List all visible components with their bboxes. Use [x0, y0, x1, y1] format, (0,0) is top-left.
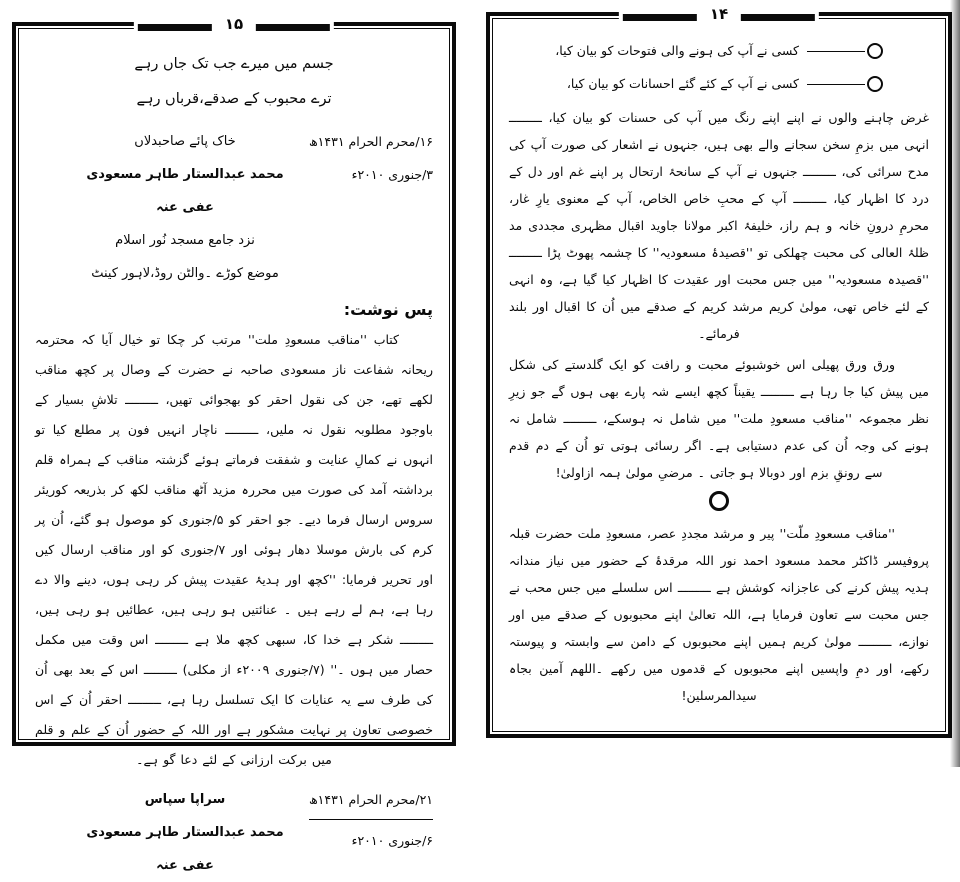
signature-epithet: سراپا سپاس	[144, 792, 226, 807]
ring-bullet-icon	[867, 43, 883, 59]
ring-ornament-icon	[709, 491, 729, 511]
signature-address-line: نزد جامع مسجد نُور اسلام	[115, 233, 255, 248]
page-14-content	[492, 18, 946, 732]
poetry-line: جسم میں میرے جب تک جاں رہے	[134, 56, 334, 72]
poetry-line: ترے محبوب کے صدقے،قرباں رہے	[136, 91, 332, 107]
page-number-bar-icon	[623, 14, 697, 21]
page-number-bar-icon	[741, 14, 815, 21]
body-paragraph: ورق ورق پھیلی اس خوشبوئے محبت و رافت کو ایک گلدستے کی شکل میں پیش کیا جا رہا ہے ـــــــــ یقیناً کچھ ایسے شہ پارے بھی ہوں گے جو زیرِ نظر مجموعہ ''مناقب مسعودِ ملت'' میں شامل نہ ہوسکے، ـــــــــ شامل نہ ہونے کی وجہ اُن کی عدم دستیابی ہے۔ اگر رسائی ہوتی تو اُن کے دم قدم سے رونقِ بزم اور دوبالا ہو جاتی ۔ مرضیِ مولیٰ ہمہ ازاولیٰ!	[509, 357, 929, 480]
page-15-content	[18, 28, 450, 873]
page-number-bar-icon	[138, 24, 212, 31]
signature-address-line: موضع کوڑے ۔والٹن روڈ،لاہور کینٹ	[91, 266, 279, 281]
bullet-dash-icon	[807, 51, 865, 52]
body-paragraph: غرض چاہنے والوں نے اپنے اپنے رنگ میں آپ کی حسنات کو بیان کیا، ـــــــــ انہی میں بزمِ سخن سجانے والے بھی ہیں، جنہوں نے اشعار کی صورت آپ کی مدح سرائی کی، ـــــــــ جنہوں نے آپ کے سانحۂ ارتحال پر اپنے غم اور دل کے درد کا اظہار کیا، ـــــــــ آپ کے محبِ خاص الخاص، آپ کے معنوی یارِ غار، محرمِ درونِ خانہ و ہم راز، خلیفۂ اکبر مولانا جاوید اقبال مظہری مجددی مد ظلۂ العالی کی محبت چھلکی تو ''قصیدۂ مسعودیہ'' کا چشمہ پھوٹ پڑا ـــــــــ ''قصیدہ مسعودیہ'' میں جس محبت اور عقیدت کا اظہار کیا گیا ہے، وہ انہی کے لئے خاص تھی، مولیٰ کریم مرشد کریم کے صدقے میں اُن کا اقبال اور بلند فرمائے۔	[509, 110, 929, 341]
scan-edge-shadow	[950, 0, 960, 767]
body-paragraph: ''مناقب مسعودِ ملّت'' پیر و مرشد مجددِ عصر، مسعودِ ملت حضرت قبلہ پروفیسر ڈاکٹر محمد مسعود احمد نور اللہ مرقدۂ کے حضور میں نیاز مندانہ ہدیہ پیش کرنے کی عاجزانہ کوشش ہے ـــــــــ اس سلسلے میں جس محب نے جس محبت سے تعاون فرمایا ہے، اللہ تعالیٰ اپنے محبوبوں کے صدقے میں اور نوازے، ـــــــــ مولیٰ کریم ہمیں اپنے محبوبوں کے دامن سے وابستہ و پیوستہ رکھے، اور دمِ واپسیں اپنے محبوبوں کے قدموں میں رکھے ۔اللھم آمین بجاہ سیدالمرسلین!	[509, 526, 929, 703]
bullet-dash-icon	[807, 84, 865, 85]
postscript-paragraph: کتاب ''مناقب مسعودِ ملت'' مرتب کر چکا تو خیال آیا کہ محترمہ ریحانہ شفاعت ناز مسعودی صاحبہ نے حضرت کے وصال پر کچھ مناقب لکھے تھے، جن کی نقول احقر کو بھجوائی تھیں، ـــــــــ تلاشِ بسیار کے باوجود مطلوبہ نقول نہ ملیں، ـــــــــ ناچار انہیں فون پر مطلع کیا تو انہوں نے کمالِ عنایت و شفقت فرماتے ہوئے گزشتہ مناقب کے ہمراہ قلم برداشتہ آمد کی صورت میں محررہ مزید آٹھ مناقب لکھ کر بذریعہ کوریئر سروس ارسال فرما دیے۔ جو احقر کو ۵/جنوری کو موصول ہو گئے، اُن پر کرم کی بارش موسلا دھار ہوئی اور ۷/جنوری کو اور مناقب ارسال کیں اور تحریر فرمایا: ''کچھ اور ہدیۂ عقیدت پیش کر رہی ہوں، دینے والا دے رہا ہے، ہم لے رہے ہیں ۔ عنائتیں ہو رہی ہیں، عطائیں ہو رہی ہیں، ـــــــــ شکر ہے خدا کا، سبھی کچھ ملا ہے ـــــــــ اس وقت میں مکمل حصار میں ہوں ۔'' (۷/جنوری ۲۰۰۹ء از مکلی) ـــــــــ اس کے بعد بھی اُن کی طرف سے یہ عنایات کا ایک تسلسل رہا ہے، ـــــــــ احقر اُن کے اس خصوصی تعاون پر نہایت مشکور ہے اور اللہ کے حضور اُن کے علم و قلم میں برکت ارزانی کے لئے دعا گو ہے۔	[35, 332, 434, 767]
colophon-block	[35, 783, 433, 882]
date-hijri: ۱۶/محرم الحرام ۱۴۳۱ھ	[308, 134, 433, 149]
page-number: ۱۵	[224, 14, 244, 33]
date-gregorian: ۶/جنوری ۲۰۱۰ء	[351, 833, 433, 848]
colophon-dates	[295, 125, 433, 191]
page-number-tab	[619, 1, 819, 27]
list-item	[509, 71, 929, 97]
date-hijri: ۲۱/محرم الحرام ۱۴۳۱ھ	[309, 783, 433, 820]
book-page-15	[12, 14, 456, 873]
page-number: ۱۴	[709, 4, 729, 23]
bullet-text: کسی نے آپ کی ہونے والی فتوحات کو بیان کیا،	[555, 43, 799, 58]
signature-epithet: خاک پائے صاحبدلاں	[134, 134, 236, 149]
ring-bullet-icon	[867, 76, 883, 92]
colophon-signature	[35, 783, 295, 882]
signature-name: محمد عبدالستار طاہر مسعودی عفی عنہ	[86, 167, 284, 215]
list-item	[509, 38, 929, 64]
poetry-couplet	[35, 47, 433, 117]
section-divider	[509, 491, 929, 516]
colophon-dates	[295, 783, 433, 857]
date-gregorian: ۳/جنوری ۲۰۱۰ء	[351, 167, 433, 182]
page-number-bar-icon	[256, 24, 330, 31]
postscript-heading: پس نوشت:	[343, 300, 433, 319]
page-number-tab	[134, 11, 334, 37]
colophon-signature	[35, 125, 295, 290]
bullet-text: کسی نے آپ کے کئے گئے احسانات کو بیان کیا،	[566, 76, 799, 91]
signature-name: محمد عبدالستار طاہر مسعودی عفی عنہ	[86, 825, 284, 873]
book-page-14	[486, 4, 952, 738]
colophon-block	[35, 125, 433, 290]
